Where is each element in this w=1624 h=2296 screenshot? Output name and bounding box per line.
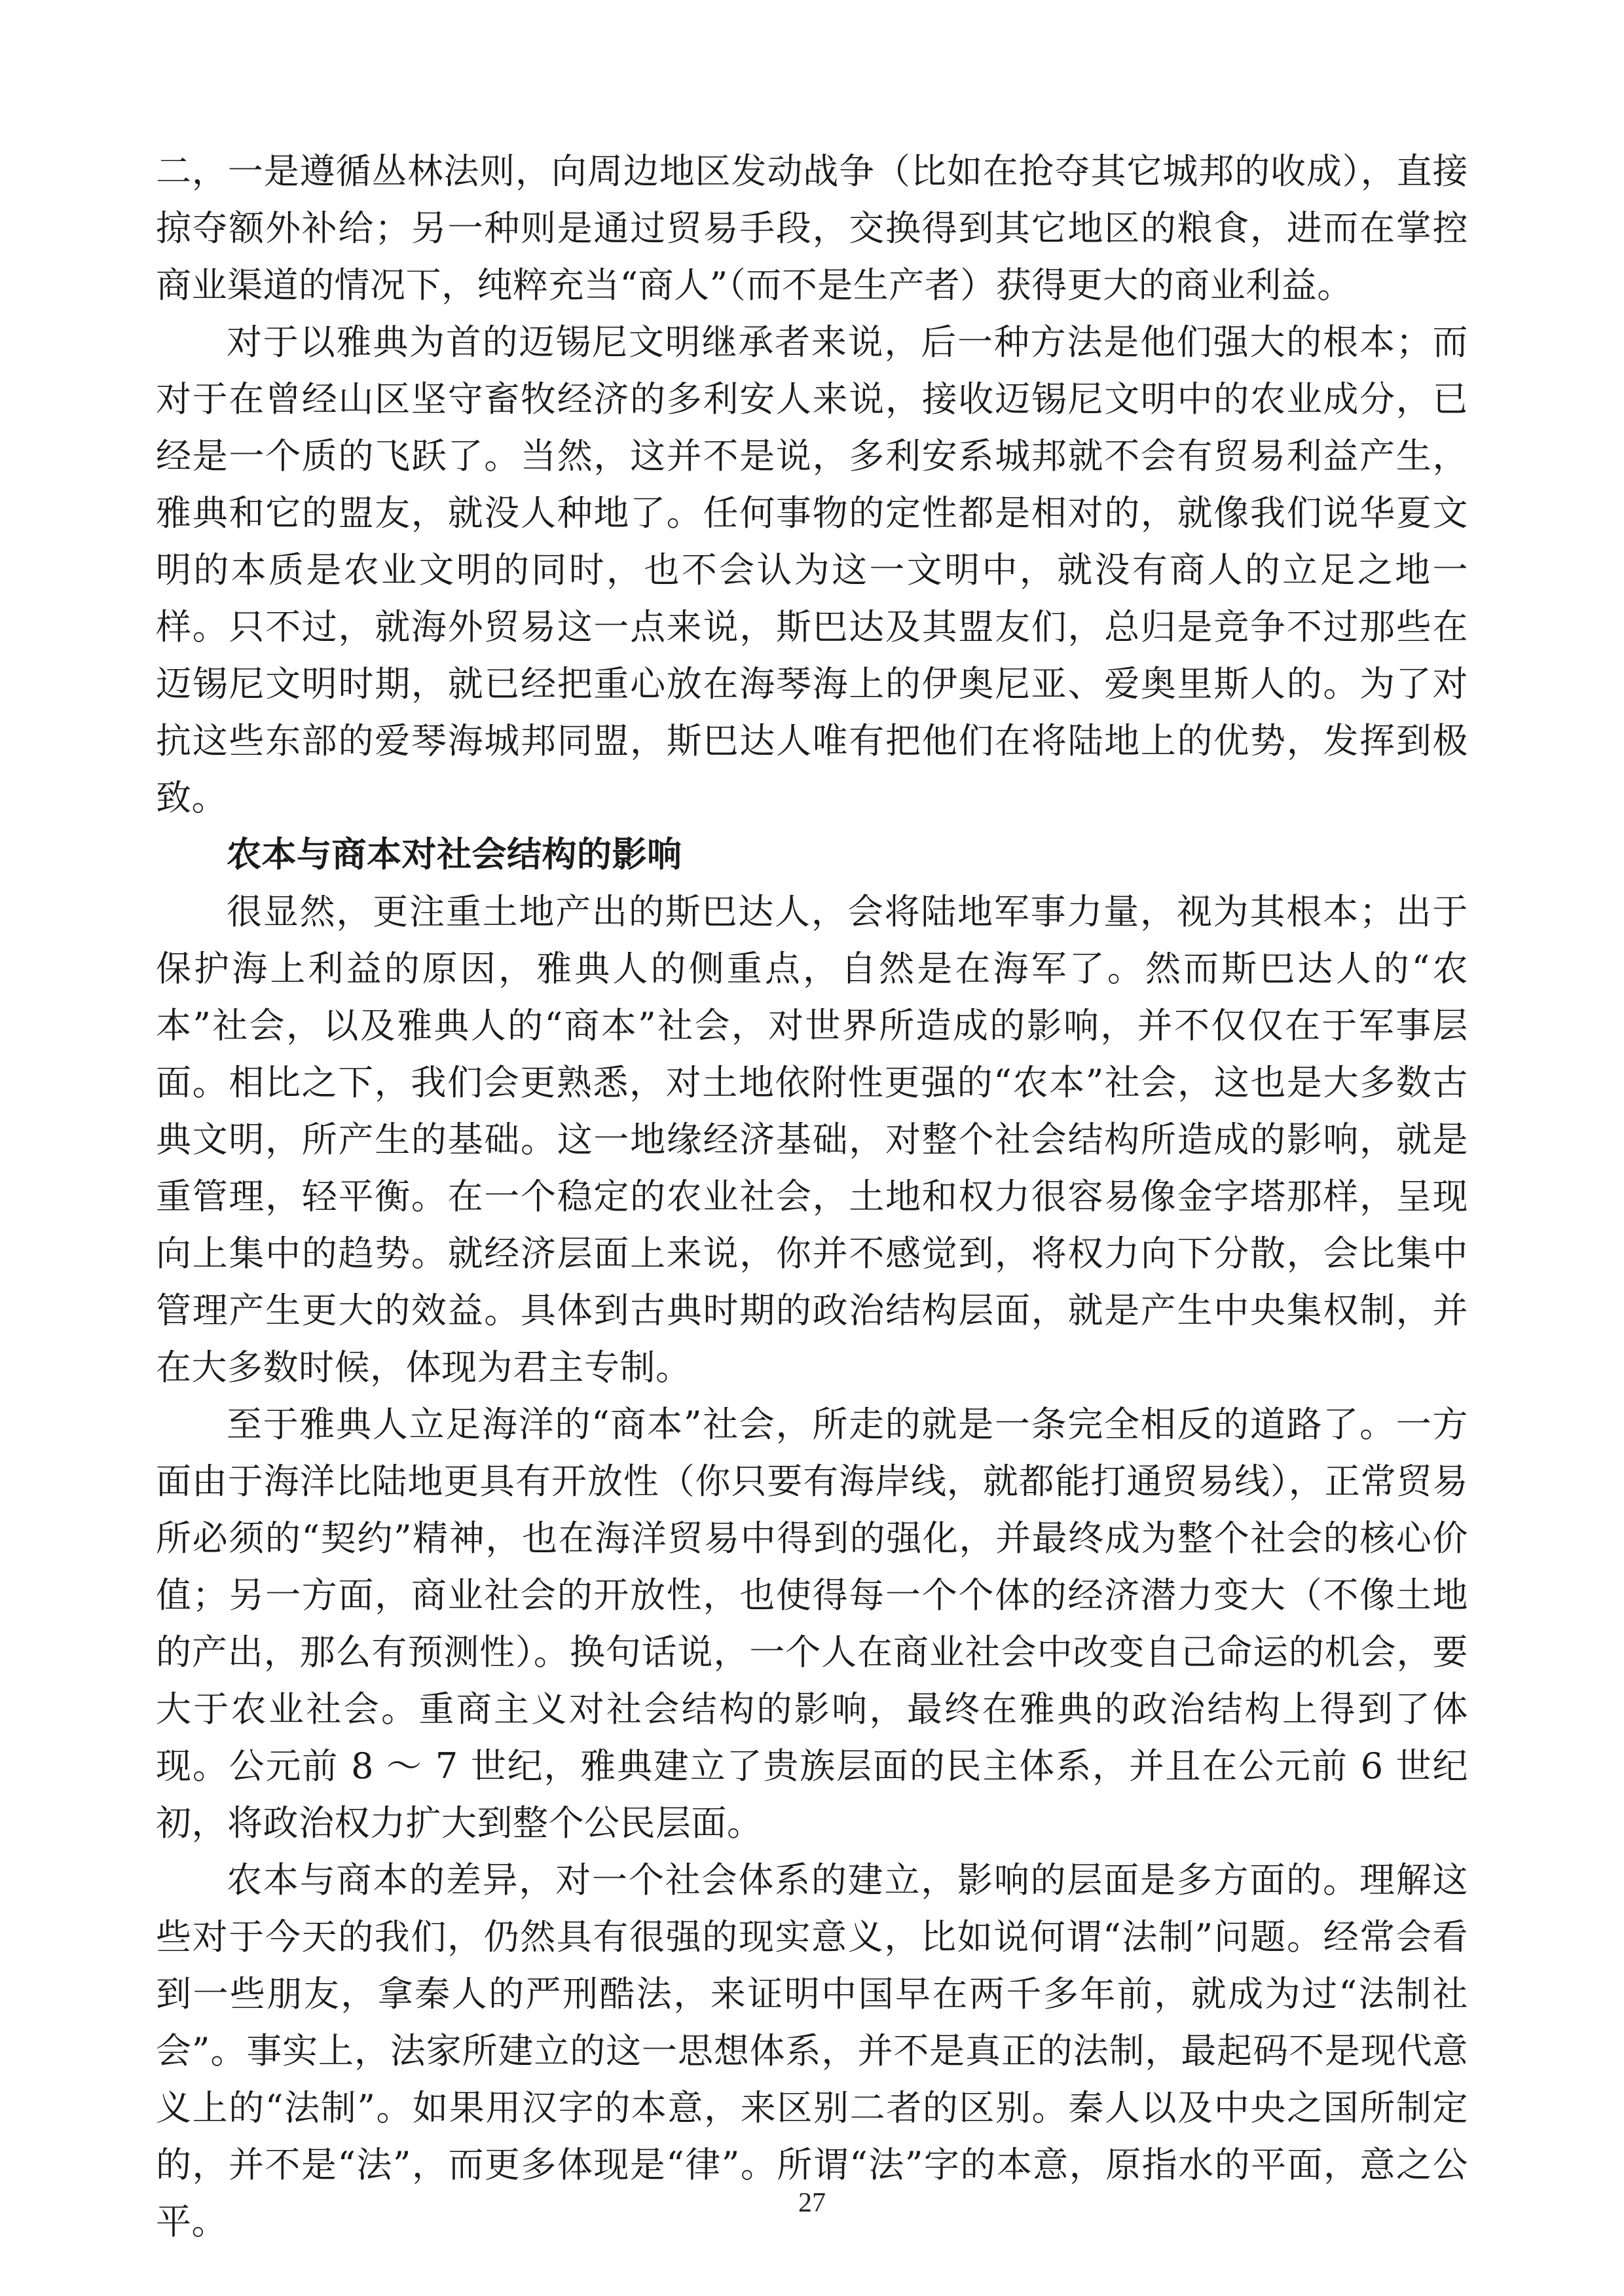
page-number: 27 [798,2188,826,2218]
paragraph: 对于以雅典为首的迈锡尼文明继承者来说，后一种方法是他们强大的根本；而对于在曾经山区坚守畜牧经济的多利安人来说，接收迈锡尼文明中的农业成分，已经是一个质的飞跃了。当然，这并不是说，多利安系城邦就不会有贸易利益产生，雅典和它的盟友，就没人种地了。任何事物的定性都是相对的，就像我们说华夏文明的本质是农业文明的同时，也不会认为这一文明中，就没有商人的立足之地一样。只不过，就海外贸易这一点来说，斯巴达及其盟友们，总归是竞争不过那些在迈锡尼文明时期，就已经把重心放在海琴海上的伊奥尼亚、爱奥里斯人的。为了对抗这些东部的爱琴海城邦同盟，斯巴达人唯有把他们在将陆地上的优势，发挥到极致。 [156,321,1468,818]
paragraph-continued: 二，一是遵循丛林法则，向周边地区发动战争（比如在抢夺其它城邦的收成），直接掠夺额外补给；另一种则是通过贸易手段，交换得到其它地区的粮食，进而在掌控商业渠道的情况下，纯粹充当“商人”（而不是生产者）获得更大的商业利益。 [156,151,1468,306]
paragraph: 很显然，更注重土地产出的斯巴达人，会将陆地军事力量，视为其根本；出于保护海上利益的原因，雅典人的侧重点，自然是在海军了。然而斯巴达人的“农本”社会，以及雅典人的“商本”社会，对世界所造成的影响，并不仅仅在于军事层面。相比之下，我们会更熟悉，对土地依附性更强的“农本”社会，这也是大多数古典文明，所产生的基础。这一地缘经济基础，对整个社会结构所造成的影响，就是重管理，轻平衡。在一个稳定的农业社会，土地和权力很容易像金字塔那样，呈现向上集中的趋势。就经济层面上来说，你并不感觉到，将权力向下分散，会比集中管理产生更大的效益。具体到古典时期的政治结构层面，就是产生中央集权制，并在大多数时候，体现为君主专制。 [156,891,1468,1388]
paragraph: 农本与商本的差异，对一个社会体系的建立，影响的层面是多方面的。理解这些对于今天的我们，仍然具有很强的现实意义，比如说何谓“法制”问题。经常会看到一些朋友，拿秦人的严刑酷法，来证明中国早在两千多年前，就成为过“法制社会”。事实上，法家所建立的这一思想体系，并不是真正的法制，最起码不是现代意义上的“法制”。如果用汉字的本意，来区别二者的区别。秦人以及中央之国所制定的，并不是“法”，而更多体现是“律”。所谓“法”字的本意，原指水的平面，意之公平。 [156,1859,1468,2242]
body-text [156,143,1468,2250]
paragraph: 至于雅典人立足海洋的“商本”社会，所走的就是一条完全相反的道路了。一方面由于海洋比陆地更具有开放性（你只要有海岸线，就都能打通贸易线），正常贸易所必须的“契约”精神，也在海洋贸易中得到的强化，并最终成为整个社会的核心价值；另一方面，商业社会的开放性，也使得每一个个体的经济潜力变大（不像土地的产出，那么有预测性）。换句话说，一个人在商业社会中改变自己命运的机会，要大于农业社会。重商主义对社会结构的影响，最终在雅典的政治结构上得到了体现。公元前 8 ～ 7 世纪，雅典建立了贵族层面的民主体系，并且在公元前 6 世纪初，将政治权力扩大到整个公民层面。 [156,1404,1468,1844]
section-heading: 农本与商本对社会结构的影响 [227,835,682,875]
